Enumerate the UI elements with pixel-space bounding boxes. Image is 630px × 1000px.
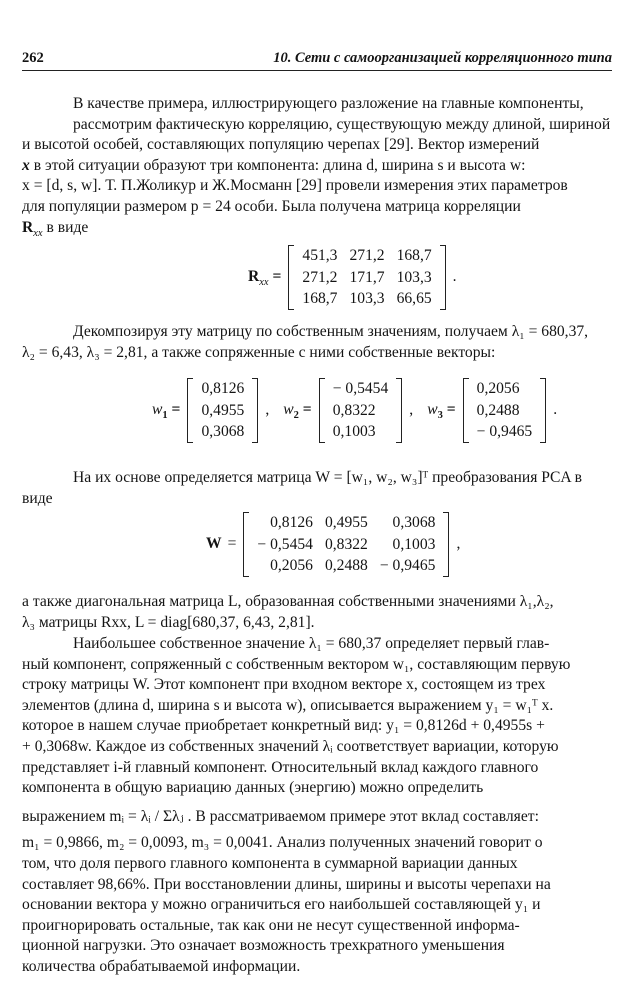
matrix-cell: 451,3 bbox=[302, 247, 338, 264]
text-line: ционной нагрузки. Это означает возможность трехкратного уменьшения bbox=[22, 937, 505, 955]
text-line: $R_{xx}$ в виде bbox=[22, 218, 89, 239]
paragraph-eigenvalues bbox=[22, 322, 612, 363]
text-line-body: в виде bbox=[46, 218, 89, 236]
paragraph-analysis bbox=[22, 634, 612, 978]
page-header bbox=[22, 48, 612, 71]
matrix-cell: 103,3 bbox=[396, 268, 432, 286]
text-line: x в этой ситуации образуют три компонента: длина d, ширина s и высота w: bbox=[22, 156, 526, 174]
matrix-cell: 168,7 bbox=[302, 290, 338, 307]
matrix-row bbox=[296, 245, 437, 267]
vector-w3 bbox=[462, 378, 548, 443]
text-line: представляет i-й главный компонент. Относительный вклад каждого главного bbox=[22, 758, 539, 776]
paragraph-intro bbox=[22, 94, 612, 238]
matrix-label: W bbox=[206, 534, 222, 552]
text-line: компонента в общую вариацию данных (энергию) можно определить bbox=[22, 779, 484, 797]
matrix-cell: − 0,5454 bbox=[257, 535, 313, 553]
text-line: составляет 98,66%. При восстановлении длины, ширины и высоты черепахи на bbox=[22, 875, 551, 893]
vector-label-w2: $w_2$ = bbox=[283, 400, 312, 422]
matrix-label: $R_{xx}$ = bbox=[248, 267, 282, 289]
text-line: m₁ = 0,9866, m₂ = 0,0093, m₃ = 0,0041. Анализ полученных значений говорит о bbox=[22, 834, 543, 852]
text-line: проигнорировать остальные, так как они не несут существенной информа- bbox=[22, 916, 520, 934]
vector-label-w1: $w_1$ = bbox=[152, 400, 181, 422]
page-number: 262 bbox=[22, 50, 44, 66]
text-line: x = [d, s, w]. Т. П.Жоликур и Ж.Мосманн [29] провели измерения этих параметров bbox=[22, 177, 568, 195]
text-line: количества обрабатываемой информации. bbox=[22, 957, 301, 975]
matrix-cell: 271,2 bbox=[302, 268, 338, 286]
matrix-cell: 168,7 bbox=[396, 247, 432, 264]
matrix-cell: 0,2488 bbox=[324, 557, 368, 574]
text-line: ный компонент, сопряженный с собственным вектором w₁, составляющим первую bbox=[22, 655, 571, 673]
text-line: строку матрицы W. Этот компонент при входном векторе x, состоящем из трех bbox=[22, 676, 546, 694]
matrix-cell: 103,3 bbox=[349, 290, 385, 307]
text-line: виде bbox=[22, 489, 53, 507]
vector-w2 bbox=[318, 378, 404, 443]
text-line: λ₂ = 6,43, λ₃ = 2,81, а также сопряженные с ними собственные векторы: bbox=[22, 343, 496, 361]
matrix-cell: − 0,9465 bbox=[379, 557, 436, 574]
text-line: основании вектора y можно ограничиться его наибольшей составляющей y₁ и bbox=[22, 896, 541, 914]
vector-cell: 0,2488 bbox=[476, 401, 520, 419]
matrix-cell: 66,65 bbox=[396, 290, 432, 307]
vector-cell: − 0,5454 bbox=[332, 380, 389, 397]
paragraph-diagonal bbox=[22, 592, 612, 633]
matrix-w bbox=[242, 512, 450, 577]
text-line-body: в этой ситуации образуют три компонента: длина d, ширина s и высота w: bbox=[33, 156, 526, 174]
vector-cell: 0,2056 bbox=[476, 380, 520, 397]
vector-cell: 0,8322 bbox=[332, 401, 376, 419]
matrix-cell: 0,8126 bbox=[270, 514, 313, 531]
running-title: 10. Сети с самоорганизацией корреляционного типа bbox=[273, 50, 612, 66]
matrix-cell: 0,1003 bbox=[392, 535, 436, 553]
text-line: λ₃ матрицы Rxx, L = diag[680,37, 6,43, 2,81]. bbox=[22, 613, 315, 631]
matrix-row bbox=[296, 267, 437, 289]
matrix-row bbox=[296, 288, 437, 310]
equation-eigenvectors: $w_1$ = 0,8126 0,4955 0,3068 , $w_2$ = − 0,5454 0,8322 0,1003 , $w_3$ = 0,2056 0,2488 − 0,9465 . bbox=[152, 378, 557, 443]
text-line: и высотой особей, составляющих популяцию черепах [29]. Вектор измерений bbox=[22, 136, 540, 154]
text-line: которое в нашем случае приобретает конкретный вид: y₁ = 0,8126d + 0,4955s + bbox=[22, 717, 545, 735]
equation-w: W = 0,8126 0,4955 0,3068 − 0,5454 0,8322 0,1003 0,2056 0,2488 − 0,9465 , bbox=[206, 512, 460, 577]
text-line: рассмотрим фактическую корреляцию, существующую между длиной, шириной bbox=[73, 115, 611, 133]
text-line: выражением mᵢ = λᵢ / Σλⱼ . В рассматриваемом примере этот вклад составляет: bbox=[22, 807, 539, 825]
text-line: для популяции размером p = 24 особи. Была получена матрица корреляции bbox=[22, 197, 521, 215]
vector-cell: 0,1003 bbox=[332, 423, 376, 440]
text-line: На их основе определяется матрица W = [w₁, w₂, w₃]ᵀ преобразования PCA в bbox=[73, 469, 583, 486]
matrix-cell: 171,7 bbox=[349, 268, 385, 286]
matrix-cell: 0,2056 bbox=[270, 557, 313, 574]
vector-w1 bbox=[186, 378, 259, 443]
matrix-cell: 0,4955 bbox=[324, 514, 368, 531]
matrix-cell: 271,2 bbox=[349, 247, 385, 264]
text-line: а также диагональная матрица L, образованная собственными значениями λ₁,λ₂, bbox=[22, 593, 554, 610]
vector-label-w3: $w_3$ = bbox=[427, 400, 456, 422]
equation-rxx: $R_{xx}$ = 451,3 271,2 168,7 271,2 171,7 103,3 168,7 103,3 66,65 . bbox=[248, 245, 457, 310]
text-line: В качестве примера, иллюстрирующего разложение на главные компоненты, bbox=[73, 95, 584, 112]
vector-cell: 0,3068 bbox=[201, 423, 245, 440]
text-line: Декомпозируя эту матрицу по собственным значениям, получаем λ₁ = 680,37, bbox=[73, 323, 589, 340]
text-line: элементов (длина d, ширина s и высота w), описывается выражением y₁ = w₁ᵀ x. bbox=[22, 696, 554, 714]
text-line: Наибольшее собственное значение λ₁ = 680,37 определяет первый глав- bbox=[73, 635, 550, 652]
text-line: том, что доля первого главного компонента в суммарной вариации данных bbox=[22, 854, 518, 872]
matrix-cell: 0,3068 bbox=[392, 514, 436, 531]
text-line: + 0,3068w. Каждое из собственных значений λᵢ соответствует вариации, которую bbox=[22, 737, 559, 755]
vector-cell: 0,4955 bbox=[201, 401, 245, 419]
vector-cell: 0,8126 bbox=[201, 380, 245, 397]
vector-cell: − 0,9465 bbox=[476, 423, 533, 440]
matrix-cell: 0,8322 bbox=[324, 535, 368, 553]
paragraph-w-matrix bbox=[22, 468, 612, 509]
matrix-rxx bbox=[287, 245, 446, 310]
